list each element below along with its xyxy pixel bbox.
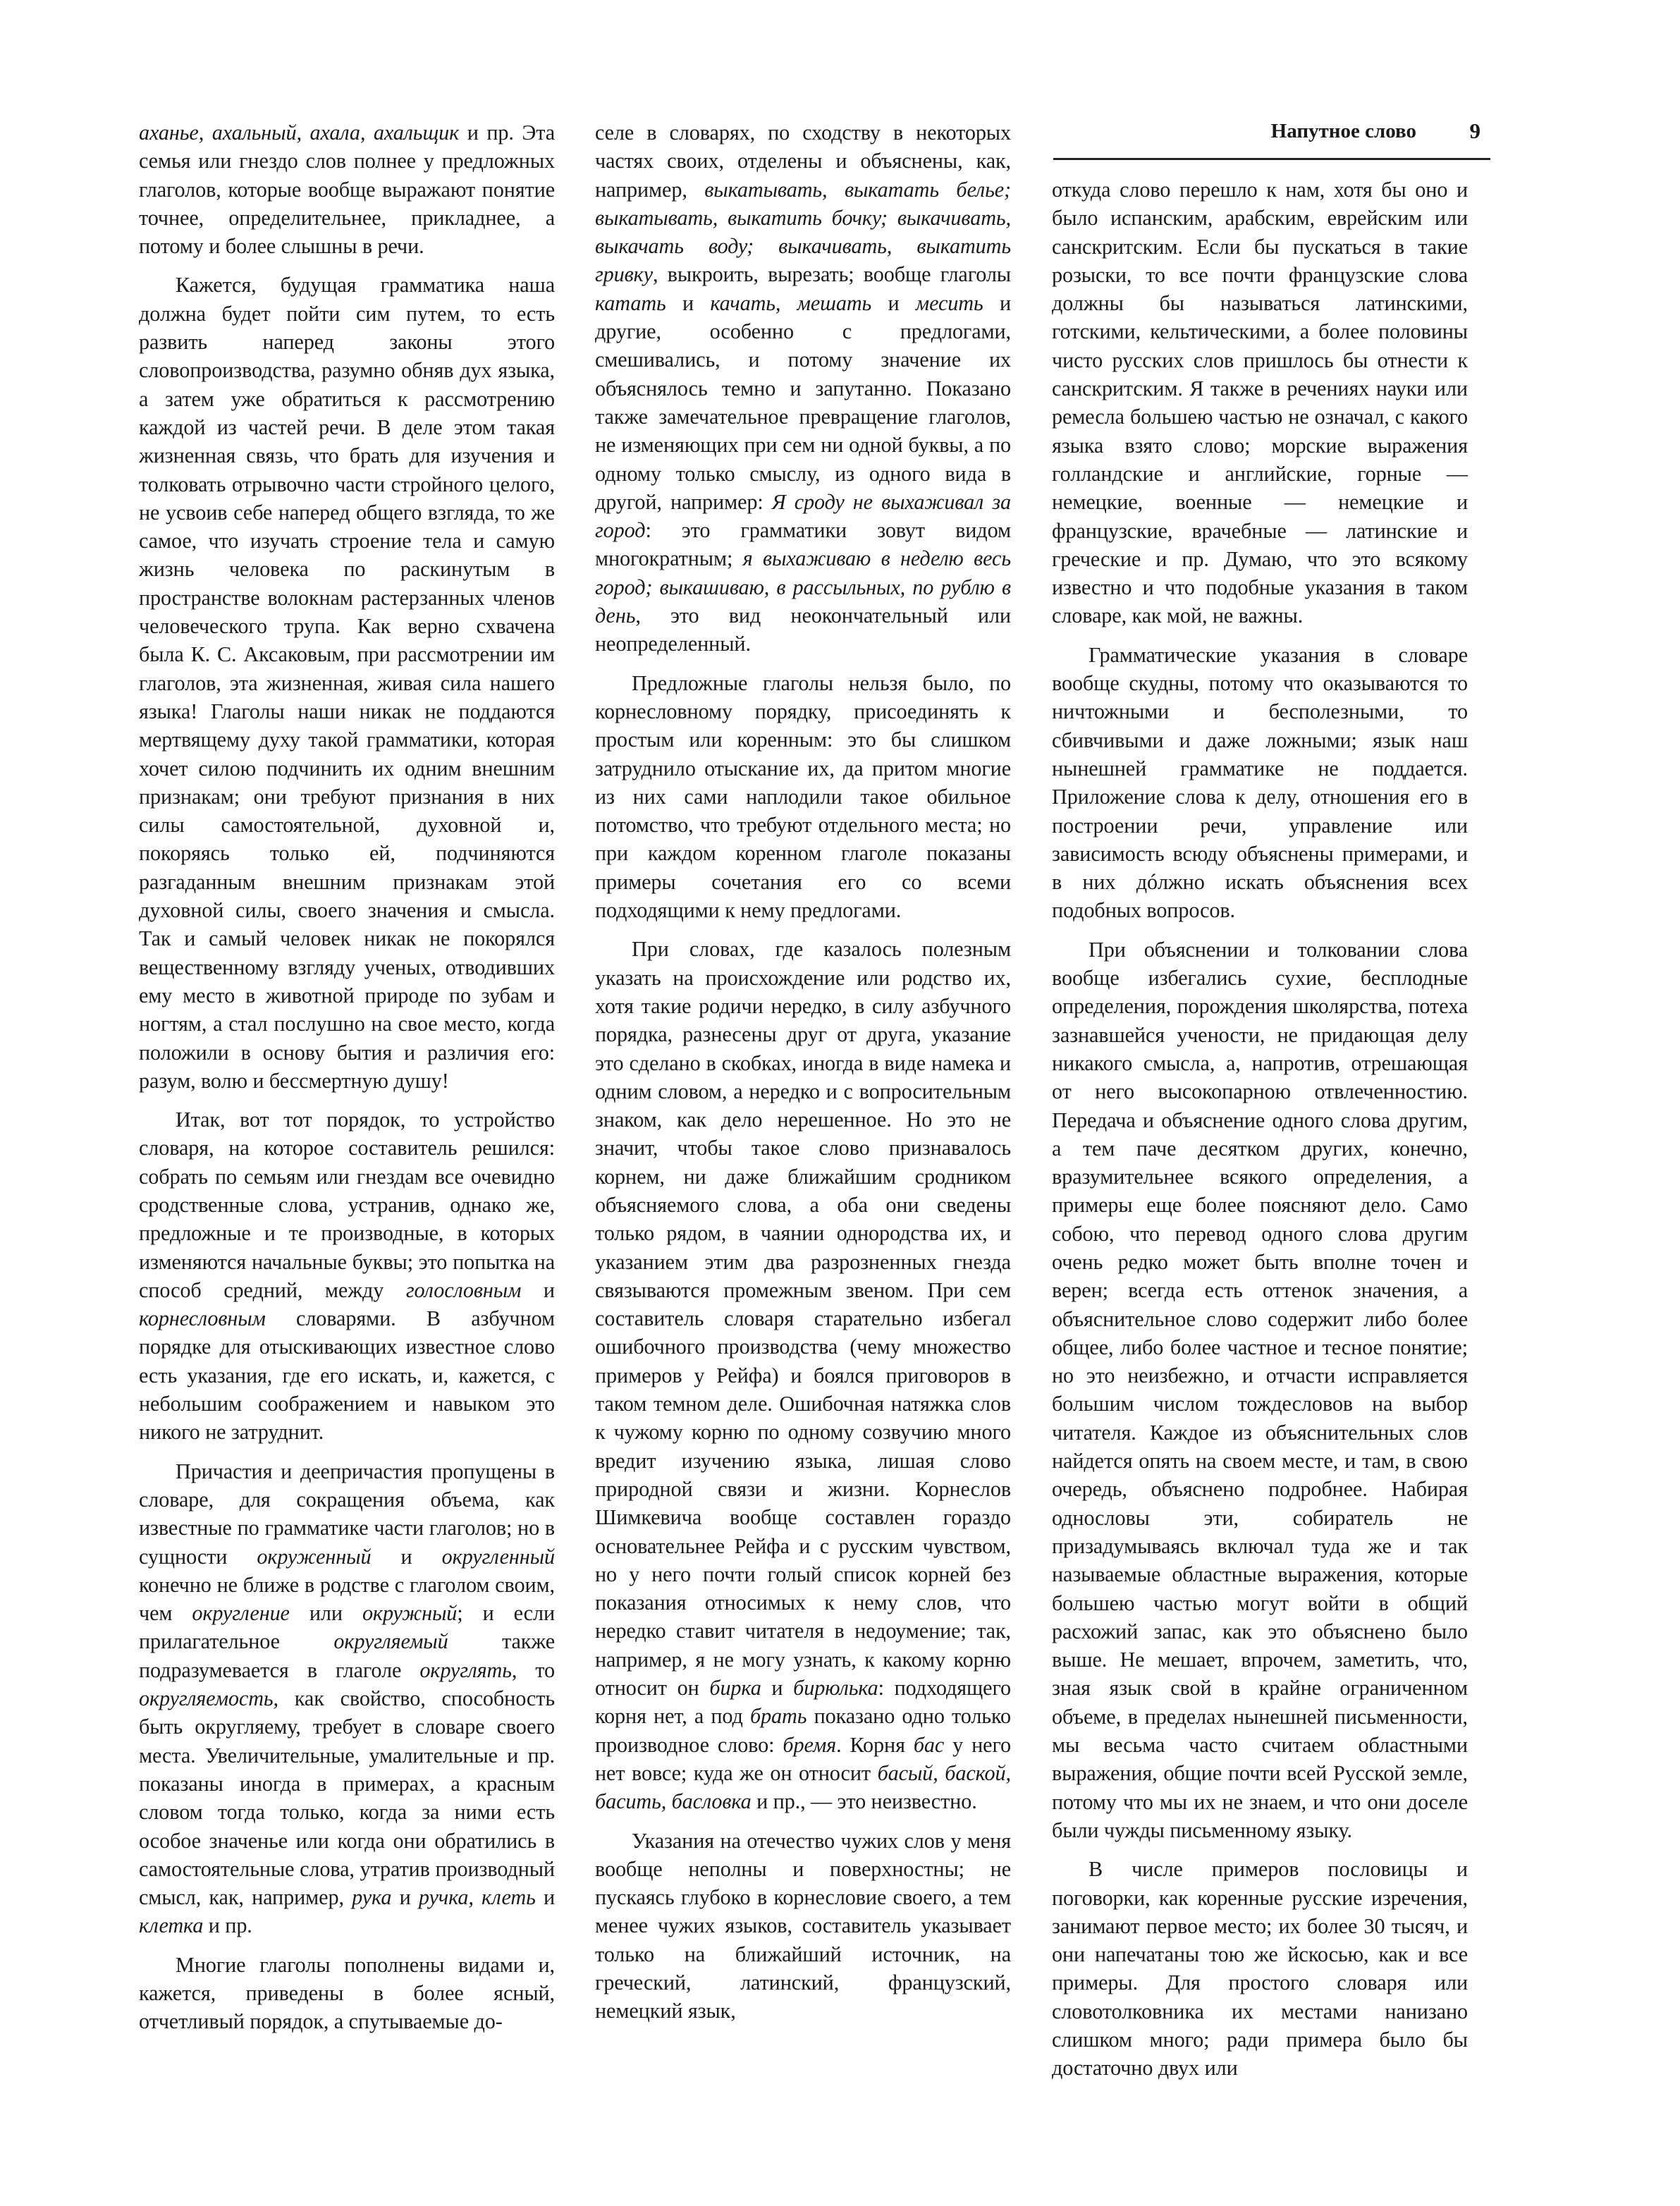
italic-text-run: брать	[749, 1704, 807, 1729]
text-run: конечно не ближе в родстве с глаголом своим, чем	[139, 1572, 555, 1626]
italic-text-run: Я сроду не выхаживал за город	[595, 489, 1011, 543]
italic-text-run: голословным	[405, 1277, 522, 1302]
italic-text-run: выкатывать, выкатать белье; выкатывать, выкатить бочку; выкачивать, выкачать воду; выкачивать, выкатить гривку	[595, 177, 1012, 287]
paragraph	[595, 935, 1011, 1815]
italic-text-run: бирюлька	[793, 1676, 878, 1701]
text-run: и	[666, 290, 711, 315]
text-column-3	[1052, 176, 1468, 2093]
italic-text-run: корнесловным	[139, 1306, 266, 1331]
italic-text-run: басый, баской, басить, басловка	[595, 1760, 1011, 1814]
text-run: : это грамматики зовут видом многократным;	[595, 518, 1011, 571]
text-run: . Корня	[836, 1732, 914, 1757]
italic-text-run: бирка	[709, 1676, 761, 1701]
paragraph	[1052, 641, 1468, 925]
paragraph	[595, 118, 1011, 658]
italic-text-run: я выхаживаю в неделю весь город; выкашиваю, в рассыльных, по рублю в день	[595, 546, 1011, 628]
text-run: и пр., — это неизвестно.	[751, 1789, 977, 1814]
paragraph	[139, 271, 555, 1095]
italic-text-run: окруженный	[257, 1544, 372, 1569]
paragraph	[1052, 176, 1468, 630]
text-run: , это вид неокончательный или неопределенный.	[595, 603, 1011, 656]
text-run: показано одно только производное слово:	[595, 1704, 1011, 1757]
text-run: и пр. Эта семья или гнездо слов полнее у предложных глаголов, которые вообще выражают понятие точнее, определительнее, прикладнее, а потому и более слышны в речи.	[139, 121, 555, 259]
text-run: и	[371, 1544, 442, 1569]
text-run: и пр.	[203, 1913, 252, 1938]
page-number: 9	[1469, 118, 1480, 143]
text-run: Кажется, будущая грамматика наша должна будет пойти сим путем, то есть развить наперед законы этого словопроизводства, разумно обняв дух языка, а затем уже обратиться к рассмотрению каждой из частей речи. В деле этом такая жизненная связь, что брать для изучения и толковать отрывочно части стройного целого, не усвоив себе наперед общего взгляда, то же самое, что изучать строение тела и самую жизнь человека по раскинутым в пространстве волокнам растерзанных членов человеческого трупа. Как верно схвачена была К. С. Аксаковым, при рассмотрении им глаголов, эта жизненная, живая сила нашего языка! Глаголы наши никак не поддаются мертвящему духу такой грамматики, которая хочет силою подчинить их одним внешним признакам; они требуют признания в них силы самостоятельной, духовной и, покоряясь только ей, подчиняются разгаданным внешним признакам этой духовной силы, своего значения и смысла. Так и самый человек никак не покорялся вещественному взгляду ученых, отводивших ему место в животной природе по зубам и ногтям, а стал послушно на свое место, когда положили в основу бытия и различия его: разум, волю и бессмертную душу!	[139, 273, 555, 1093]
text-run: у него нет вовсе; куда же он относит	[595, 1732, 1012, 1785]
italic-text-run: округление	[192, 1601, 290, 1626]
text-run: : подходящего корня нет, а под	[595, 1676, 1011, 1729]
italic-text-run: окружный	[362, 1601, 458, 1626]
text-run: и	[535, 1885, 555, 1910]
text-run: словарями. В азбучном порядке для отыскивающих известное слово есть указания, где его искать, и, кажется, с небольшим соображением и навыком это никого не затруднит.	[139, 1306, 555, 1445]
text-run: и	[391, 1885, 419, 1910]
text-run: и другие, особенно с предлогами, смешивались, и потому значение их объяснялось темно и запутанно. Показано также замечательное превращение глаголов, не изменяющих при сем ни одной буквы, а по одному только смыслу, из одного вида в другой, например:	[595, 290, 1011, 514]
running-header	[1053, 113, 1490, 160]
text-column-2	[595, 118, 1011, 2036]
text-run: также подразумевается в глаголе	[139, 1629, 555, 1682]
text-column-1	[139, 118, 555, 2047]
text-run: как свойство, способность быть округляему, требует в словаре своего места. Увеличительные, умалительные и пр. показаны иногда в примерах, а красным словом тогда только, когда за ними есть особое значенье или когда они обратились в самостоятельные слова, утратив производный смысл, как, например,	[139, 1686, 555, 1910]
paragraph	[139, 1105, 555, 1447]
paragraph	[139, 1457, 555, 1940]
text-run: Грамматические указания в словаре вообще скудны, потому что оказываются то ничтожными и бесполезными, то сбивчивыми и даже ложными; язык наш нынешней грамматике не поддается. Приложение слова к делу, отношения его в построении речи, управление или зависимость всюду объяснены примерами, и в них дóлжно искать объяснения всех подобных вопросов.	[1052, 642, 1468, 923]
italic-text-run: округляемый	[333, 1629, 448, 1654]
text-run: и	[521, 1277, 555, 1302]
italic-text-run: клетка	[139, 1913, 204, 1938]
text-run: ; и если прилагательное	[139, 1601, 555, 1654]
italic-text-run: округляемость,	[139, 1686, 278, 1711]
text-run: и	[871, 290, 916, 315]
italic-text-run: аханье, ахальный, ахала, ахальщик	[139, 121, 460, 145]
text-run: Итак, вот тот порядок, то устройство словаря, на которое составитель решился: собрать по семьям или гнездам все очевидно сродственные слова, устранив, однако же, предложные и те производные, в которых изменяются начальные буквы; это попытка на способ средний, между	[139, 1108, 555, 1302]
paragraph	[595, 669, 1011, 925]
italic-text-run: округлять	[419, 1657, 512, 1682]
italic-text-run: округленный	[441, 1544, 556, 1569]
text-run: Причастия и деепричастия пропущены в словаре, для сокращения объема, как известные по грамматике части глаголов; но в сущности	[139, 1459, 555, 1569]
text-run: При словах, где казалось полезным указать на происхождение или родство их, хотя такие родичи нередко, в силу азбучного порядка, разнесены друг от друга, указание это сделано в скобках, иногда в виде намека и одним словом, а нередко и с вопросительным знаком, как дело нерешенное. Но это не значит, чтобы такое слово признавалось корнем, ни даже ближайшим сродником объясняемого слова, а оба они сведены только рядом, в чаянии однородства их, и указанием этим два разрозненных гнезда связываются промежным звеном. При сем составитель словаря старательно избегал ошибочного производства (чему множество примеров у Рейфа) и боялся приговоров в таком темном деле. Ошибочная натяжка слов к чужому корню по одному созвучию много вредит изучению языка, лишая слово природной связи и жизни. Корнеслов Шимкевича вообще составлен гораздо основательнее Рейфа и с русским чувством, но у него почти голый список корней без показания относимых к нему слов, что нередко ставит читателя в недоумение; так, например, я не могу узнать, к какому корню относит он	[595, 937, 1011, 1701]
text-run: При объяснении и толковании слова вообще избегались сухие, бесплодные определения, порождения школярства, потеха зазнавшейся учености, не придающая делу никакого смысла, а, напротив, отрешающая от него высокопарною отвлеченностию. Передача и объяснение одного слова другим, а тем паче десятком других, конечно, вразумительнее всякого определения, а примеры еще более поясняют дело. Само собою, что перевод одного слова другим очень редко может быть вполне точен и верен; всегда есть оттенок значения, а объяснительное слово содержит либо более общее, либо более частное и тесное понятие; но это неизбежно, и отчасти исправляется большим числом тождесловов на выбор читателя. Каждое из объяснительных слов найдется опять на своем месте, и там, в свою очередь, объяснено подробнее. Набирая однословы эти, собиратель не призадумываясь включал туда же и так называемые областные выражения, которые большею частью могут войти в общий расхожий запас, как это объяснено было выше. Не мешает, впрочем, заметить, что, зная язык свой в крайне ограниченном объеме, в пределах нынешней письменности, мы весьма часто считаем областными выражения, общие почти всей Русской земле, потому что мы их не знаем, и что они доселе были чужды письменному языку.	[1052, 937, 1468, 1842]
text-run: , то	[511, 1657, 555, 1682]
italic-text-run: ручка, клеть	[418, 1885, 536, 1910]
running-title: Напутное слово	[1270, 120, 1416, 142]
paragraph	[1052, 936, 1468, 1845]
paragraph	[139, 1951, 555, 2036]
italic-text-run: качать, мешать	[710, 290, 872, 315]
text-run: откуда слово перешло к нам, хотя бы оно и было испанским, арабским, еврейским или санскритским. Если бы пускаться в такие розыски, то все почти французские слова должны бы называться латинскими, готскими, кельтическими, а более половины чисто русских слов пришлось бы отнести к санскритским. Я также в речениях науки или ремесла большею частью не означал, с какого языка взято слово; морские выражения голландские и английские, горные — немецкие, военные — немецкие и французские, врачебные — латинские и греческие и пр. Думаю, что это всякому известно и что подобные указания в таком словаре, как мой, не важны.	[1052, 178, 1468, 628]
paragraph	[139, 118, 555, 260]
text-run: В числе примеров пословицы и поговорки, как коренные русские изречения, занимают первое место; их более 30 тысяч, и они напечатаны тою же йскосью, как и все примеры. Для простого словаря или словотолковника их местами нанизано слишком много; ради примера было бы достаточно двух или	[1052, 1857, 1468, 2081]
italic-text-run: рука	[352, 1885, 392, 1910]
paragraph	[595, 1827, 1011, 2026]
text-run: селе в словарях, по сходству в некоторых частях своих, отделены и объяснены, как, например,	[595, 121, 1011, 202]
text-run: Предложные глаголы нельзя было, по корнесловному порядку, присоединять к простым или коренным: это бы слишком затруднило отыскание их, да притом многие из них сами наплодили такое обильное потомство, что требуют отдельного места; но при каждом коренном глаголе показаны примеры сочетания его со всеми подходящими к нему предлогами.	[595, 670, 1011, 923]
italic-text-run: бас	[913, 1732, 945, 1757]
italic-text-run: бремя	[783, 1732, 837, 1757]
italic-text-run: катать	[595, 290, 666, 315]
text-run: или	[289, 1601, 362, 1626]
text-run: , выкроить, вырезать; вообще глаголы	[653, 262, 1011, 287]
text-run: и	[761, 1676, 794, 1701]
text-run: Многие глаголы пополнены видами и, кажется, приведены в более ясный, отчетливый порядок, а спутываемые до-	[139, 1952, 555, 2034]
text-run: Указания на отечество чужих слов у меня вообще неполны и поверхностны; не пускаясь глубоко в корнесловие своего, а тем менее чужих языков, составитель указывает только на ближайший источник, на греческий, латинский, французский, немецкий язык,	[595, 1828, 1011, 2023]
italic-text-run: месить	[915, 290, 983, 315]
paragraph	[1052, 1855, 1468, 2082]
